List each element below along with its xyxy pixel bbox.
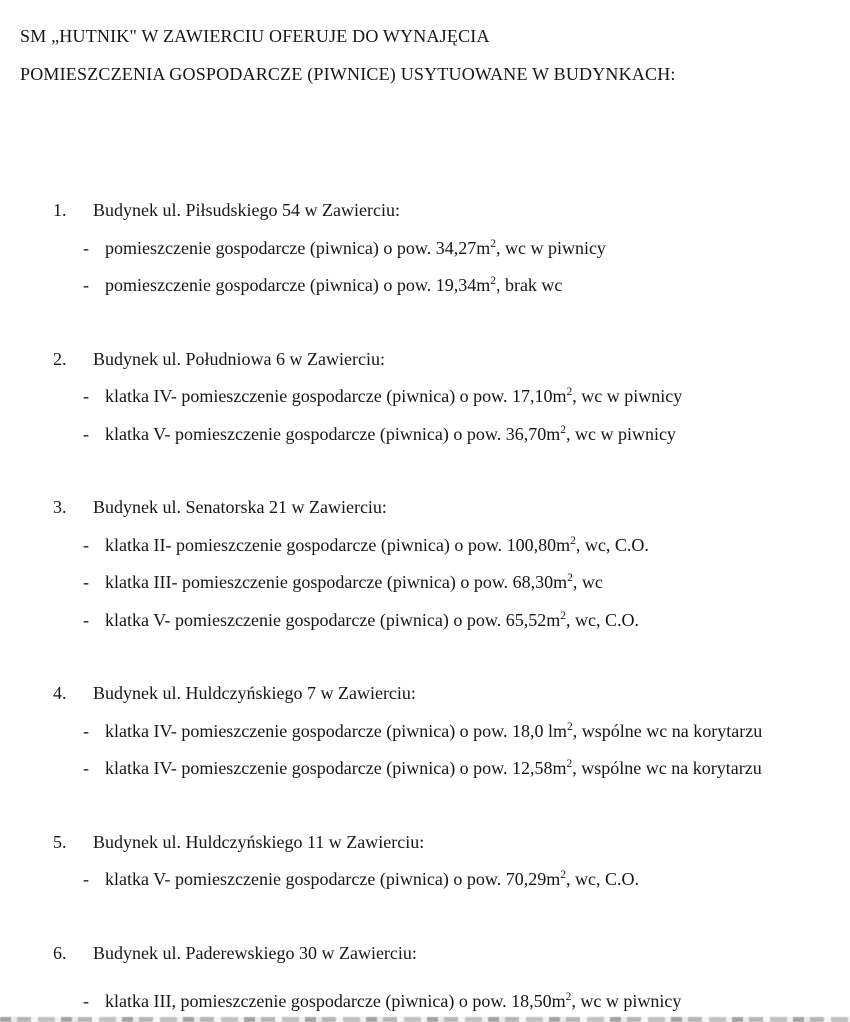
document-header <box>20 17 840 93</box>
building-title: Budynek ul. Paderewskiego 30 w Zawierciu: <box>93 942 417 963</box>
offer-sup-square: 2 <box>560 423 566 436</box>
building-section <box>0 824 850 899</box>
offer-item <box>83 378 850 416</box>
offer-text <box>105 983 681 1021</box>
offer-text <box>105 527 649 565</box>
bullet-dash: - <box>83 720 89 741</box>
offer-item <box>83 983 850 1021</box>
offer-text-tail: , wc w piwnicy <box>495 237 606 258</box>
building-heading <box>0 935 850 973</box>
bullet-list <box>0 983 850 1021</box>
building-number: 4. <box>53 683 67 703</box>
building-heading <box>0 675 850 713</box>
building-heading <box>0 824 850 862</box>
bullet-list <box>0 527 850 640</box>
offer-text-main: klatka III- pomieszczenie gospodarcze (piwnica) o pow. 68,30m <box>105 572 568 592</box>
building-number: 1. <box>53 200 67 220</box>
building-section <box>0 935 850 1021</box>
offer-text-main: klatka II- pomieszczenie gospodarcze (piwnica) o pow. 100,80m <box>105 534 571 555</box>
offer-item <box>83 750 850 788</box>
bullet-list <box>0 230 850 305</box>
offer-text-tail: , wc, C.O. <box>565 609 639 630</box>
offer-sup-square: 2 <box>565 991 572 1003</box>
offer-item <box>83 564 850 602</box>
offer-sup-square: 2 <box>566 386 573 398</box>
offer-text-main: klatka IV- pomieszczenie gospodarcze (piwnica) o pow. 17,10m <box>105 386 567 406</box>
offer-item <box>83 230 850 268</box>
bullet-dash: - <box>83 386 89 406</box>
offer-text-tail: , wc w piwnicy <box>565 423 676 444</box>
offer-sup-square: 2 <box>490 237 496 250</box>
offer-text-main: klatka III, pomieszczenie gospodarcze (piwnica) o pow. 18,50m <box>105 991 566 1011</box>
offer-text <box>105 378 682 416</box>
offer-item <box>83 267 850 305</box>
offer-text <box>105 713 762 751</box>
offer-item <box>83 527 850 565</box>
building-number: 3. <box>53 497 67 517</box>
offer-text <box>105 602 639 640</box>
offer-sup-square: 2 <box>560 609 566 622</box>
offer-text-main: klatka IV- pomieszczenie gospodarcze (piwnica) o pow. 18,0 lm <box>105 720 568 741</box>
cutoff-text-line <box>0 1017 850 1022</box>
offer-text-main: pomieszczenie gospodarcze (piwnica) o pow. 34,27m <box>105 237 491 258</box>
building-section <box>0 341 850 454</box>
offer-text-tail: , wc, C.O. <box>565 869 639 889</box>
building-section <box>0 675 850 788</box>
offer-text-main: pomieszczenie gospodarcze (piwnica) o pow. 19,34m <box>105 275 491 295</box>
bullet-list <box>0 861 850 899</box>
offer-text <box>105 267 562 305</box>
building-title: Budynek ul. Huldczyńskiego 7 w Zawierciu: <box>93 683 416 703</box>
offer-text <box>105 416 676 454</box>
offer-text <box>105 861 639 899</box>
building-section <box>0 489 850 639</box>
bullet-dash: - <box>83 758 89 778</box>
bullet-dash: - <box>83 275 89 295</box>
bullet-list <box>0 713 850 788</box>
offer-sup-square: 2 <box>560 869 566 881</box>
building-section <box>0 192 850 305</box>
offer-text-main: klatka V- pomieszczenie gospodarcze (piwnica) o pow. 70,29m <box>105 869 561 889</box>
offer-item <box>83 861 850 899</box>
offer-sup-square: 2 <box>566 758 573 770</box>
document-title-line2: POMIESZCZENIA GOSPODARCZE (PIWNICE) USYTUOWANE W BUDYNKACH: <box>20 64 676 84</box>
bullet-dash: - <box>83 423 89 444</box>
offer-text <box>105 750 762 788</box>
bullet-dash: - <box>83 869 89 889</box>
offer-item <box>83 602 850 640</box>
building-heading <box>0 489 850 527</box>
offer-text-main: klatka IV- pomieszczenie gospodarcze (piwnica) o pow. 12,58m <box>105 758 567 778</box>
offer-text-tail: , wc w piwnicy <box>572 386 683 406</box>
building-heading <box>0 341 850 379</box>
bullet-list <box>0 378 850 453</box>
building-title: Budynek ul. Południowa 6 w Zawierciu: <box>93 348 385 369</box>
offer-text-main: klatka V- pomieszczenie gospodarcze (piwnica) o pow. 65,52m <box>105 609 561 630</box>
building-title: Budynek ul. Piłsudskiego 54 w Zawierciu: <box>93 200 400 220</box>
document-title-line1: SM „HUTNIK" W ZAWIERCIU OFERUJE DO WYNAJĘCIA <box>20 26 490 46</box>
offer-text-tail: , wc, C.O. <box>575 534 649 555</box>
offer-text <box>105 230 606 268</box>
offer-text-tail: , wc <box>572 572 603 592</box>
offer-sup-square: 2 <box>567 720 573 733</box>
offer-text-tail: , wc w piwnicy <box>571 991 682 1011</box>
building-heading <box>0 192 850 230</box>
bullet-dash: - <box>83 237 89 258</box>
bullet-dash: - <box>83 609 89 630</box>
building-number: 5. <box>53 831 67 852</box>
offer-sup-square: 2 <box>570 534 576 547</box>
offer-sup-square: 2 <box>567 572 573 584</box>
offer-text-tail: , wspólne wc na korytarzu <box>572 758 762 778</box>
offer-sup-square: 2 <box>490 275 496 287</box>
offer-text-tail: , brak wc <box>495 275 563 295</box>
bullet-dash: - <box>83 534 89 555</box>
offer-text-tail: , wspólne wc na korytarzu <box>572 720 763 741</box>
bullet-dash: - <box>83 572 89 592</box>
building-title: Budynek ul. Huldczyńskiego 11 w Zawierciu: <box>93 831 425 852</box>
buildings-list <box>0 192 850 1021</box>
offer-item <box>83 416 850 454</box>
building-title: Budynek ul. Senatorska 21 w Zawierciu: <box>93 497 387 517</box>
offer-text-main: klatka V- pomieszczenie gospodarcze (piwnica) o pow. 36,70m <box>105 423 561 444</box>
building-number: 2. <box>53 348 67 369</box>
offer-text <box>105 564 603 602</box>
building-number: 6. <box>53 942 67 963</box>
bullet-dash: - <box>83 991 89 1011</box>
offer-item <box>83 713 850 751</box>
